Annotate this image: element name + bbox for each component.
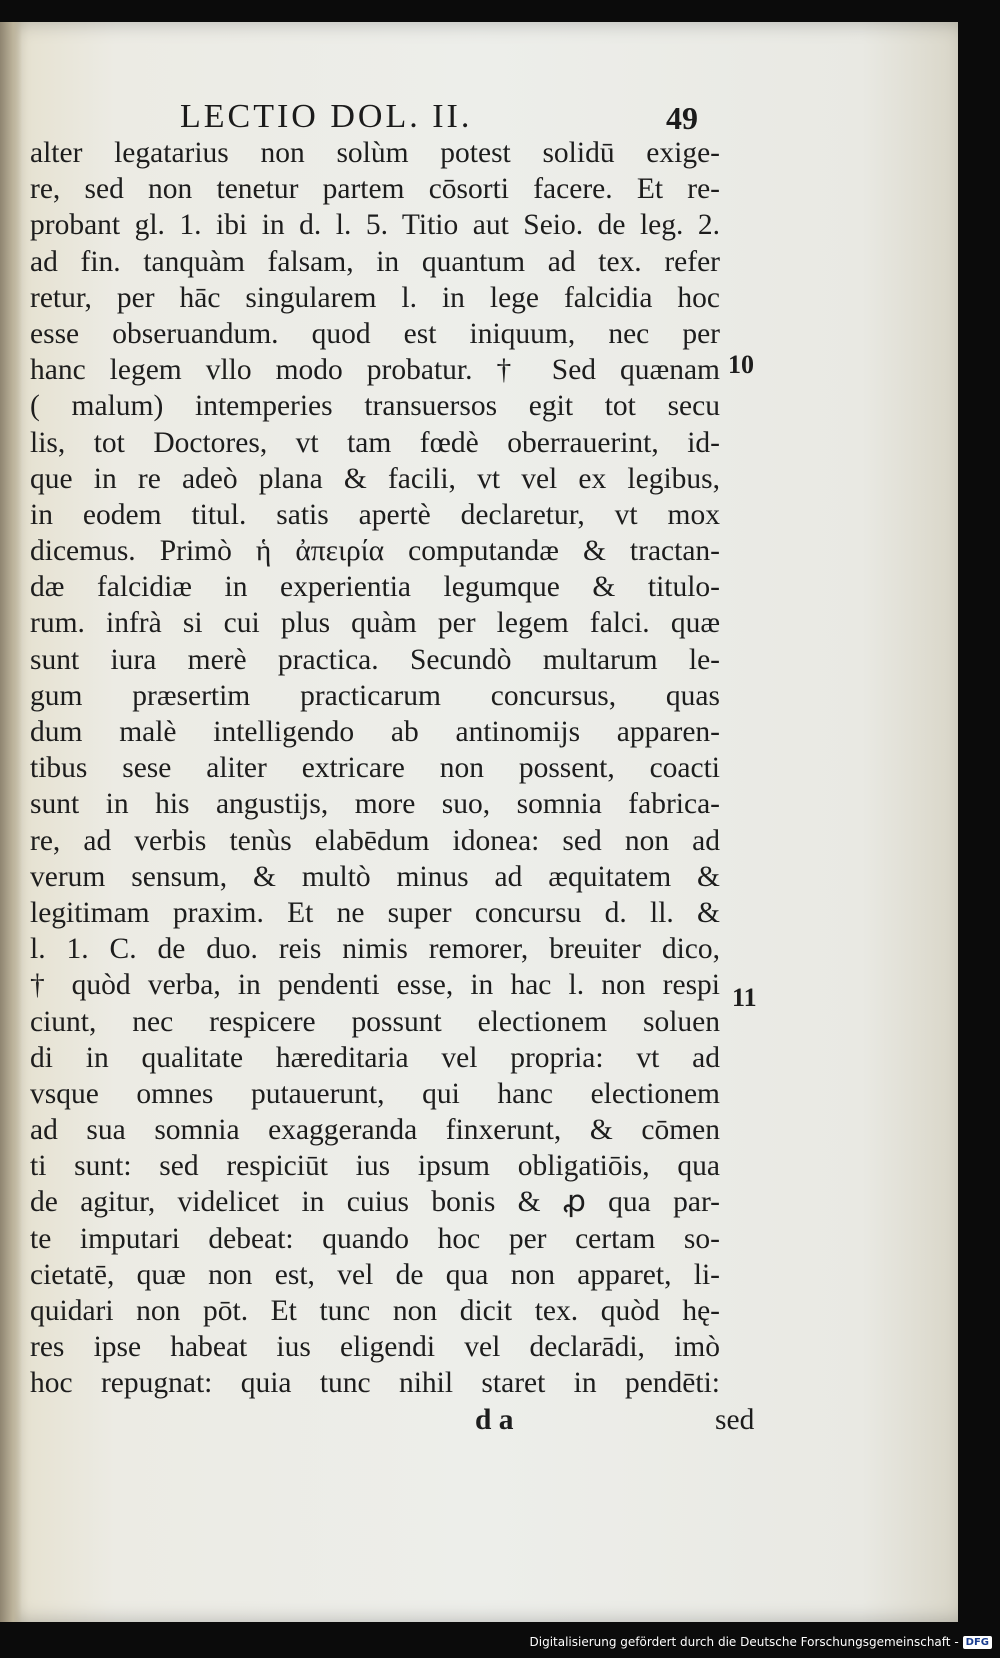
text-line: dicemus. Primò ἡ ἀπειρία computandæ & tractan- <box>30 535 720 568</box>
text-line: legitimam praxim. Et ne super concursu d. ll. & <box>30 896 720 929</box>
text-line: dum malè intelligendo ab antinomijs apparen- <box>30 716 720 748</box>
text-line: ad fin. tanquàm falsam, in quantum ad tex. refer <box>30 245 720 278</box>
text-line: rum. infrà si cui plus quàm per legem falci. quæ <box>30 607 720 640</box>
text-line: di in qualitate hæreditaria vel propria: vt ad <box>30 1041 720 1074</box>
margin-note-number: 11 <box>732 983 757 1012</box>
text-line: res ipse habeat ius eligendi vel declarādi, imò <box>30 1331 720 1364</box>
text-line: re, sed non tenetur partem cōsorti facere. Et re- <box>30 173 720 206</box>
text-line: sunt in his angustijs, more suo, somnia fabrica- <box>30 788 720 821</box>
page-number: 49 <box>666 100 698 136</box>
text-line: probant gl. 1. ibi in d. l. 5. Titio aut Seio. de leg. 2. <box>30 209 720 242</box>
signature-mark: d a <box>475 1403 514 1436</box>
text-line: re, ad verbis tenùs elabēdum idonea: sed non ad <box>30 824 720 857</box>
text-line: in eodem titul. satis apertè declaretur, vt mox <box>30 498 720 531</box>
text-line: dæ falcidiæ in experientia legumque & titulo- <box>30 571 720 604</box>
text-line: hanc legem vllo modo probatur. † Sed quænam <box>30 354 720 387</box>
running-title: LECTIO DOL. II. <box>180 98 473 135</box>
text-line: gum præsertim practicarum concursus, quas <box>30 679 720 712</box>
text-line: ciunt, nec respicere possunt electionem soluen <box>30 1005 720 1038</box>
text-line: esse obseruandum. quod est iniquum, nec per <box>30 317 720 350</box>
text-line: ad sua somnia exaggeranda finxerunt, & cōmen <box>30 1114 720 1147</box>
text-line: te imputari debeat: quando hoc per certam so- <box>30 1222 720 1255</box>
text-line: hoc repugnat: quia tunc nihil staret in pendēti: <box>30 1367 720 1400</box>
dfg-logo: DFG <box>963 1636 992 1649</box>
text-line: que in re adeò plana & facili, vt vel ex legibus, <box>30 462 720 495</box>
text-line: sunt iura merè practica. Secundò multarum le- <box>30 643 720 676</box>
footer-bar <box>530 1632 993 1652</box>
text-line: † quòd verba, in pendenti esse, in hac l. non respi <box>30 969 720 1002</box>
text-line: de agitur, videlicet in cuius bonis & ꝓ qua par- <box>30 1186 720 1219</box>
text-line: verum sensum, & multò minus ad æquitatem & <box>30 860 720 893</box>
catchline <box>30 1402 755 1438</box>
binding-shadow <box>0 22 22 1622</box>
text-line: vsque omnes putauerunt, qui hanc electionem <box>30 1077 720 1110</box>
text-line: retur, per hāc singularem l. in lege falcidia hoc <box>30 281 720 314</box>
text-line: tibus sese aliter extricare non possent, coacti <box>30 752 720 785</box>
text-line: cietatē, quæ non est, vel de qua non apparet, li- <box>30 1258 720 1291</box>
catchword: sed <box>715 1403 755 1436</box>
margin-note-number: 10 <box>728 350 754 379</box>
text-line: ( malum) intemperies transuersos egit tot secu <box>30 390 720 423</box>
text-line: alter legatarius non solùm potest solidū exige- <box>30 137 720 169</box>
text-line: lis, tot Doctores, vt tam fœdè oberrauerint, id- <box>30 426 720 459</box>
text-line: l. 1. C. de duo. reis nimis remorer, breuiter dico, <box>30 933 720 966</box>
text-line: quidari non pōt. Et tunc non dicit tex. quòd hę- <box>30 1295 720 1327</box>
funding-credit: Digitalisierung gefördert durch die Deutsche Forschungsgemeinschaft - <box>529 1635 959 1649</box>
text-line: ti sunt: sed respiciūt ius ipsum obligatiōis, qua <box>30 1150 720 1183</box>
